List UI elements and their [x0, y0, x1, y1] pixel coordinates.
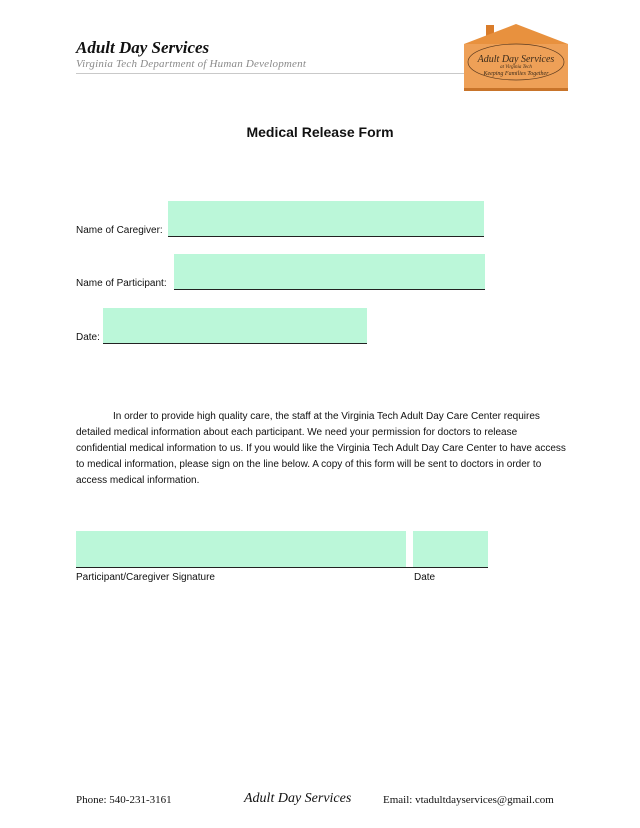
caregiver-field[interactable] — [168, 201, 484, 236]
form-title: Medical Release Form — [246, 124, 394, 140]
participant-field[interactable] — [174, 254, 485, 289]
signature-label: Participant/Caregiver Signature — [76, 572, 215, 583]
logo-tagline: Keeping Families Together — [483, 71, 549, 77]
signature-date-label: Date — [414, 572, 436, 583]
caregiver-underline — [168, 236, 484, 237]
org-subtitle: Virginia Tech Department of Human Development — [76, 58, 307, 70]
footer-phone: Phone: 540-231-3161 — [76, 794, 172, 806]
date-underline — [103, 343, 367, 344]
logo — [460, 22, 572, 94]
header-divider — [76, 73, 466, 74]
consent-paragraph — [76, 409, 566, 489]
signature-field[interactable] — [76, 531, 406, 567]
signature-date-field[interactable] — [413, 531, 488, 567]
participant-underline — [174, 289, 485, 290]
signature-underline — [76, 567, 488, 568]
footer-email: Email: vtadultdayservices@gmail.com — [383, 794, 554, 806]
consent-text: In order to provide high quality care, the staff at the Virginia Tech Adult Day Care Center requires detailed medical information about each participant. We need your permission for doctors to release confidential medical information to us. If you would like the Virginia Tech Adult Day Care Center to have access to medical information, please sign on the line below. A copy of this form will be sent to doctors in order to access medical information. — [76, 411, 566, 486]
logo-subtext: at Virginia Tech — [500, 65, 532, 70]
date-field[interactable] — [103, 308, 367, 343]
date-label: Date: — [76, 332, 100, 343]
footer-org-name: Adult Day Services — [244, 791, 352, 806]
logo-name: Adult Day Services — [477, 54, 555, 65]
org-title: Adult Day Services — [76, 38, 210, 57]
participant-label: Name of Participant: — [76, 278, 167, 289]
caregiver-label: Name of Caregiver: — [76, 225, 163, 236]
